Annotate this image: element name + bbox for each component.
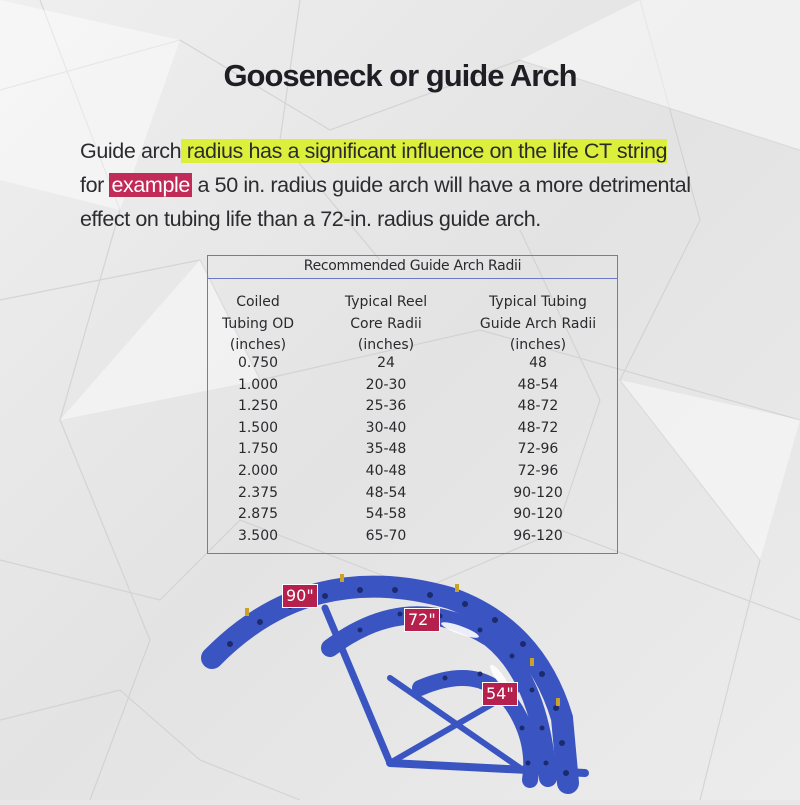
cell-tubing-od: 1.000 <box>237 376 279 393</box>
cell-guide-arch-radii: 48 <box>529 355 547 371</box>
cell-tubing-od: 1.250 <box>237 398 279 415</box>
header-line: Guide Arch Radii <box>479 315 597 332</box>
cell-tubing-od: 2.375 <box>237 484 279 501</box>
table-row <box>208 375 617 397</box>
column-header-reel-core-radii <box>326 292 446 357</box>
cell-guide-arch-radii: 48-72 <box>517 398 559 415</box>
paragraph-text: a 50 in. radius guide arch will have a more detrimental <box>191 173 691 197</box>
cell-tubing-od: 3.500 <box>237 527 279 544</box>
cell-guide-arch-radii: 72-96 <box>517 462 559 479</box>
table-row <box>208 483 617 505</box>
table-row <box>208 439 617 461</box>
header-line: Typical Reel <box>344 294 428 310</box>
arch-label-54: 54" <box>482 682 518 706</box>
paragraph-line-3: effect on tubing life than a 72-in. radius guide arch. <box>80 207 541 231</box>
header-line: Tubing OD <box>221 315 295 332</box>
cell-reel-core-radii: 24 <box>377 355 395 371</box>
table-row <box>208 526 617 548</box>
table-row <box>208 418 617 440</box>
cell-reel-core-radii: 25-36 <box>365 398 407 415</box>
cell-tubing-od: 2.875 <box>237 506 279 523</box>
cell-guide-arch-radii: 96-120 <box>513 527 563 544</box>
header-line: Coiled <box>236 294 280 310</box>
guide-arch-radii-table <box>207 255 618 554</box>
page-title: Gooseneck or guide Arch <box>223 58 577 93</box>
paragraph-line-2 <box>80 168 740 202</box>
cell-guide-arch-radii: 48-54 <box>517 376 559 393</box>
cell-tubing-od: 1.500 <box>237 419 279 436</box>
table-row <box>208 504 617 526</box>
cell-reel-core-radii: 54-58 <box>365 506 407 523</box>
column-header-tubing-od <box>208 292 308 357</box>
arch-label-90: 90" <box>282 584 318 608</box>
cell-reel-core-radii: 65-70 <box>365 527 407 544</box>
cell-guide-arch-radii: 72-96 <box>517 441 559 458</box>
cell-reel-core-radii: 48-54 <box>365 484 407 501</box>
guide-arch-figure <box>190 568 610 800</box>
table-caption: Recommended Guide Arch Radii <box>208 256 617 279</box>
header-line: Core Radii <box>350 315 422 332</box>
cell-reel-core-radii: 35-48 <box>365 441 407 458</box>
table-row <box>208 353 617 375</box>
table-row <box>208 461 617 483</box>
arch-label-72: 72" <box>404 608 440 632</box>
table-body <box>208 353 617 547</box>
intro-paragraph <box>80 134 740 236</box>
table-row <box>208 396 617 418</box>
cell-reel-core-radii: 20-30 <box>365 376 407 393</box>
header-line: (inches) <box>357 337 415 353</box>
red-highlight-text: example <box>111 173 190 197</box>
paragraph-text: for <box>80 173 110 197</box>
paragraph-text: Guide arch <box>80 139 182 163</box>
cell-reel-core-radii: 30-40 <box>365 419 407 436</box>
header-line: Typical Tubing <box>489 294 587 310</box>
paragraph-line-1 <box>80 134 740 168</box>
cell-reel-core-radii: 40-48 <box>365 462 407 479</box>
cell-tubing-od: 2.000 <box>237 462 279 479</box>
cell-guide-arch-radii: 48-72 <box>517 419 559 436</box>
cell-tubing-od: 1.750 <box>237 441 279 458</box>
column-header-guide-arch-radii <box>458 292 618 357</box>
guide-arch-illustration <box>190 568 610 800</box>
title-container <box>0 58 800 94</box>
lime-highlight-text: radius has a significant influence on the life CT string <box>181 139 668 163</box>
cell-guide-arch-radii: 90-120 <box>513 506 563 523</box>
cell-guide-arch-radii: 90-120 <box>513 484 563 501</box>
cell-tubing-od: 0.750 <box>237 355 279 371</box>
header-line: (inches) <box>509 337 567 353</box>
header-line: (inches) <box>229 337 287 353</box>
